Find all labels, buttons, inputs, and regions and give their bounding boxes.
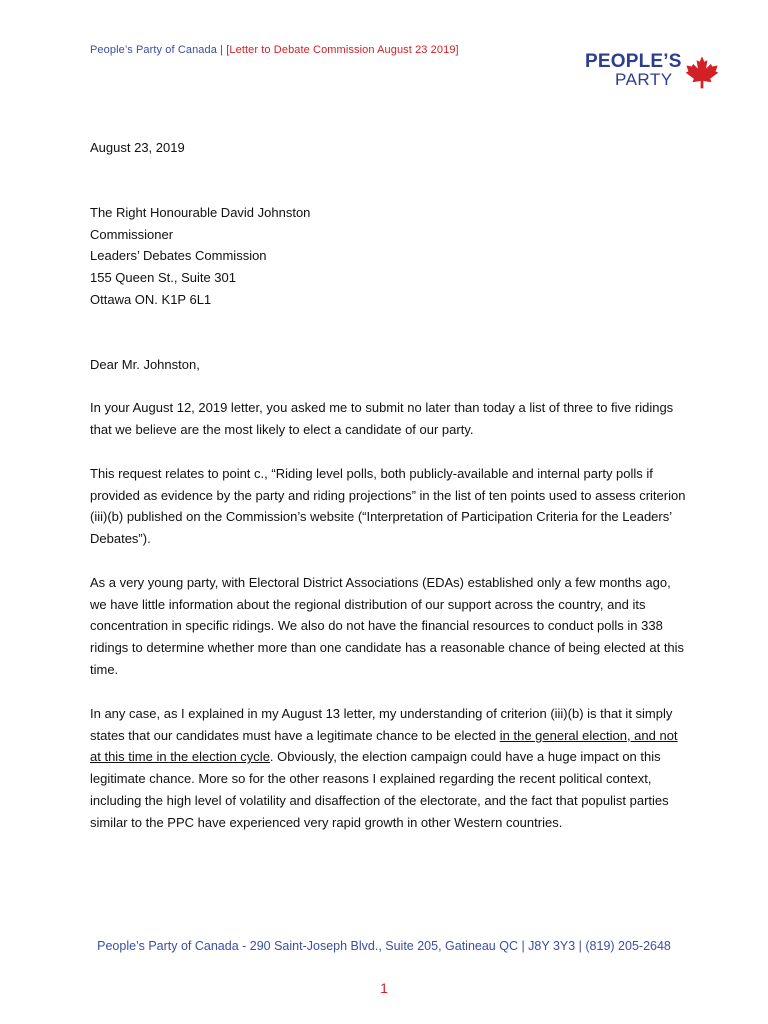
paragraph-4-underlined: in the general election, and not at this time in the election cycle	[90, 727, 678, 765]
paragraph-4-part-2: . Obviously, the election campaign could have a huge impact on this legitimate chance. More so for the other reasons I explained regarding the recent political context, including the high level of volatility and disaffection of the electorate, and the fact that populist parties similar to the PPC have experienced very rapid growth in other Western countries.	[90, 749, 669, 830]
date-text: August 23, 2019	[90, 140, 185, 155]
paragraph-3-text: As a very young party, with Electoral District Associations (EDAs) established only a few months ago, we have little information about the regional distribution of our support across the country, and its concentration in specific ridings. We also do not have the financial resources to conduct polls in 338 ridings to determine whether more than one candidate has a reasonable chance of being elected at this time.	[90, 575, 685, 677]
maple-leaf-icon	[685, 54, 719, 90]
paragraph-2-text: This request relates to point c., “Riding level polls, both publicly-available and internal party polls if provided as evidence by the party and riding projections” in the list of ten points used to assess criterion (iii)(b) published on the Commission’s website (“Interpretation of Participation Criteria for the Leaders’ Debates”).	[90, 466, 686, 547]
paragraph-4	[90, 703, 690, 833]
recipient-line: Commissioner	[90, 226, 174, 242]
page-number: 1	[380, 980, 388, 996]
paragraph-4-text	[90, 703, 690, 833]
logo-line2: PARTY	[615, 70, 673, 89]
recipient-line: 155 Queen St., Suite 301	[90, 270, 236, 286]
paragraph-1	[90, 397, 690, 440]
logo-line1: PEOPLE’S	[585, 51, 682, 72]
recipient-line: The Right Honourable David Johnston	[90, 205, 311, 220]
party-logo	[585, 52, 720, 92]
salutation	[90, 354, 690, 376]
recipient-address	[90, 202, 690, 311]
paragraph-3	[90, 572, 690, 681]
header-document-title: [Letter to Debate Commission August 23 2019]	[226, 44, 459, 56]
header-separator: |	[216, 44, 227, 56]
paragraph-1-text: In your August 12, 2019 letter, you asked me to submit no later than today a list of three to five ridings that we believe are the most likely to elect a candidate of our party.	[90, 400, 674, 437]
paragraph-4-part-1: In any case, as I explained in my August 13 letter, my understanding of criterion (iii)(b) is that it simply states that our candidates must have a legitimate chance to be elected	[90, 706, 673, 743]
header-org-name: People’s Party of Canada	[90, 44, 217, 56]
letter-date	[90, 137, 690, 159]
paragraph-2	[90, 463, 690, 550]
document-header	[90, 44, 459, 56]
recipient-line: Leaders’ Debates Commission	[90, 248, 267, 264]
recipient-line: Ottawa ON. K1P 6L1	[90, 291, 212, 307]
footer-address: People’s Party of Canada - 290 Saint-Joseph Blvd., Suite 205, Gatineau QC | J8Y 3Y3 | (819) 205-2648	[97, 939, 671, 953]
salutation-text: Dear Mr. Johnston,	[90, 357, 200, 372]
